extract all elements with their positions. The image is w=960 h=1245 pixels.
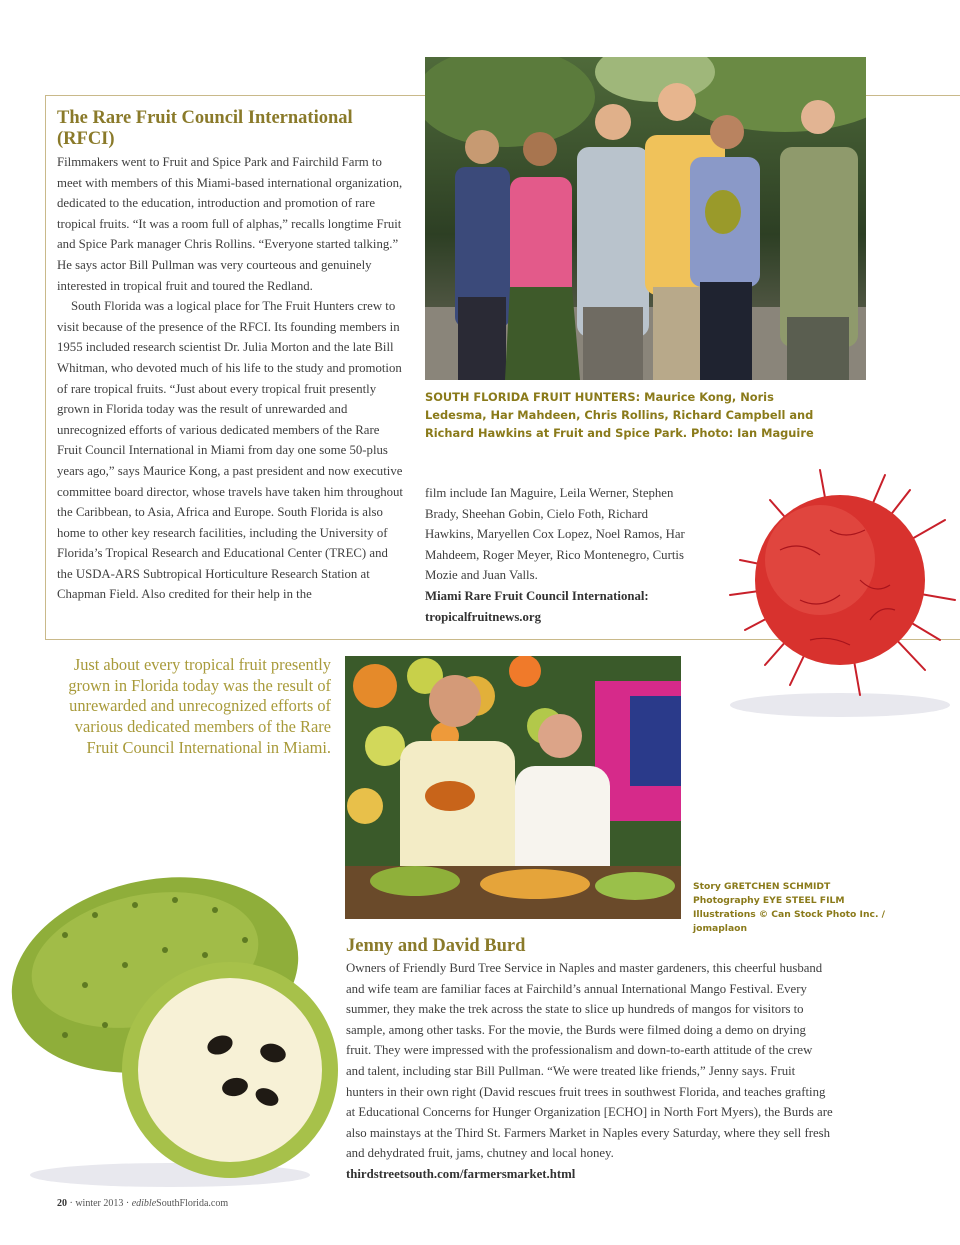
- page-footer: [57, 1198, 357, 1209]
- burd-heading: Jenny and David Burd: [346, 936, 526, 956]
- group-photo-caption: SOUTH FLORIDA FRUIT HUNTERS: Maurice Kong, Noris Ledesma, Har Mahdeen, Chris Rollins, Richard Campbell and Richard Hawkins at Fruit and Spice Park. Photo: Ian Maguire: [425, 390, 814, 440]
- credits: [693, 880, 933, 936]
- pull-quote: Just about every tropical fruit presently grown in Florida today was the result of unrewarded and unrecognized efforts of various dedicated members of the Rare Fruit Council International in Miami.: [68, 655, 331, 757]
- brand-name: SouthFlorida.com: [156, 1198, 229, 1209]
- rambutan-illustration: [710, 460, 960, 720]
- burd-link[interactable]: thirdstreetsouth.com/farmersmarket.html: [346, 1166, 576, 1181]
- burd-body: [346, 958, 834, 1185]
- rfci-column-left: [57, 152, 403, 605]
- rfci-paragraph-1: Filmmakers went to Fruit and Spice Park and Fairchild Farm to meet with members of this Miami-based international organization, dedicated to the education, introduction and promotion of rare tropical fruits. “It was a room full of alphas,” recalls longtime Fruit and Spice Park manager Chris Rollins. “Everyone started talking.” He says actor Bill Pullman was very courteous and genuinely interested in tropical fruit and toured the Redland.: [57, 155, 403, 293]
- credit-photography: Photography EYE STEEL FILM: [693, 895, 845, 906]
- soursop-illustration: [5, 855, 340, 1190]
- rfci-heading: The Rare Fruit Council International (RFCI): [57, 108, 353, 149]
- rfci-paragraph-3: film include Ian Maguire, Leila Werner, Stephen Brady, Sheehan Gobin, Cielo Foth, Richard Hawkins, Maryellen Cox Lopez, Noel Ramos, Har Mahdeem, Roger Meyer, Rico Montenegro, Curtis Mozie and Juan Valls.: [425, 486, 685, 583]
- issue-label: · winter 2013 ·: [69, 1198, 130, 1209]
- rfci-link-label: Miami Rare Fruit Council International:: [425, 588, 649, 603]
- rfci-column-right: [425, 483, 687, 627]
- rfci-paragraph-2: South Florida was a logical place for The Fruit Hunters crew to visit because of the presence of the RFCI. Its founding members in 1955 included research scientist Dr. Julia Morton and the late Bill Whitman, who devoted much of his life to the study and promotion of rare tropical fruits. “Just about every tropical fruit presently grown in Florida today was the result of unrewarded and unrecognized efforts of various dedicated members of the Rare Fruit Council International in Miami from day one some 50-plus years ago,” says Maurice Kong, a past president and now executive committee board director, whose travels have taken him throughout the Caribbean, to Asia, Africa and Europe. South Florida is also home to other key research facilities, including the University of Florida’s Tropical Research and Educational Center (TREC) and the USDA-ARS Subtropical Horticulture Research Station at Chapman Field. Also credited for their help in the: [57, 299, 403, 602]
- credit-illustrations: Illustrations © Can Stock Photo Inc. / jomaplaon: [693, 909, 885, 934]
- credit-story: Story GRETCHEN SCHMIDT: [693, 881, 831, 892]
- group-photo: [425, 57, 866, 380]
- burd-photo: [345, 656, 681, 919]
- rfci-link[interactable]: tropicalfruitnews.org: [425, 609, 541, 624]
- burd-body-text: Owners of Friendly Burd Tree Service in Naples and master gardeners, this cheerful husband and wife team are familiar faces at Fairchild’s annual International Mango Festival. Every summer, they make the trek across the state to slice up hundreds of mangos for visitors to sample, among other tasks. For the movie, the Burds were filmed doing a demo on drying fruit. They were impressed with the professionalism and down-to-earth attitude of the crew and talent, including star Bill Pullman. “We were treated like friends,” Jenny says. Fruit hunters in their own right (David rescues fruit trees in southwest Florida, and teaches grafting at Educational Concerns for Hunger Organization [ECHO] in North Fort Myers), the Burds are also mainstays at the Third St. Farmers Market in Naples every Saturday, where they sell fresh and dehydrated fruit, jams, chutney and local honey.: [346, 961, 833, 1161]
- page-number: 20: [57, 1198, 67, 1209]
- brand-italic: edible: [131, 1198, 157, 1209]
